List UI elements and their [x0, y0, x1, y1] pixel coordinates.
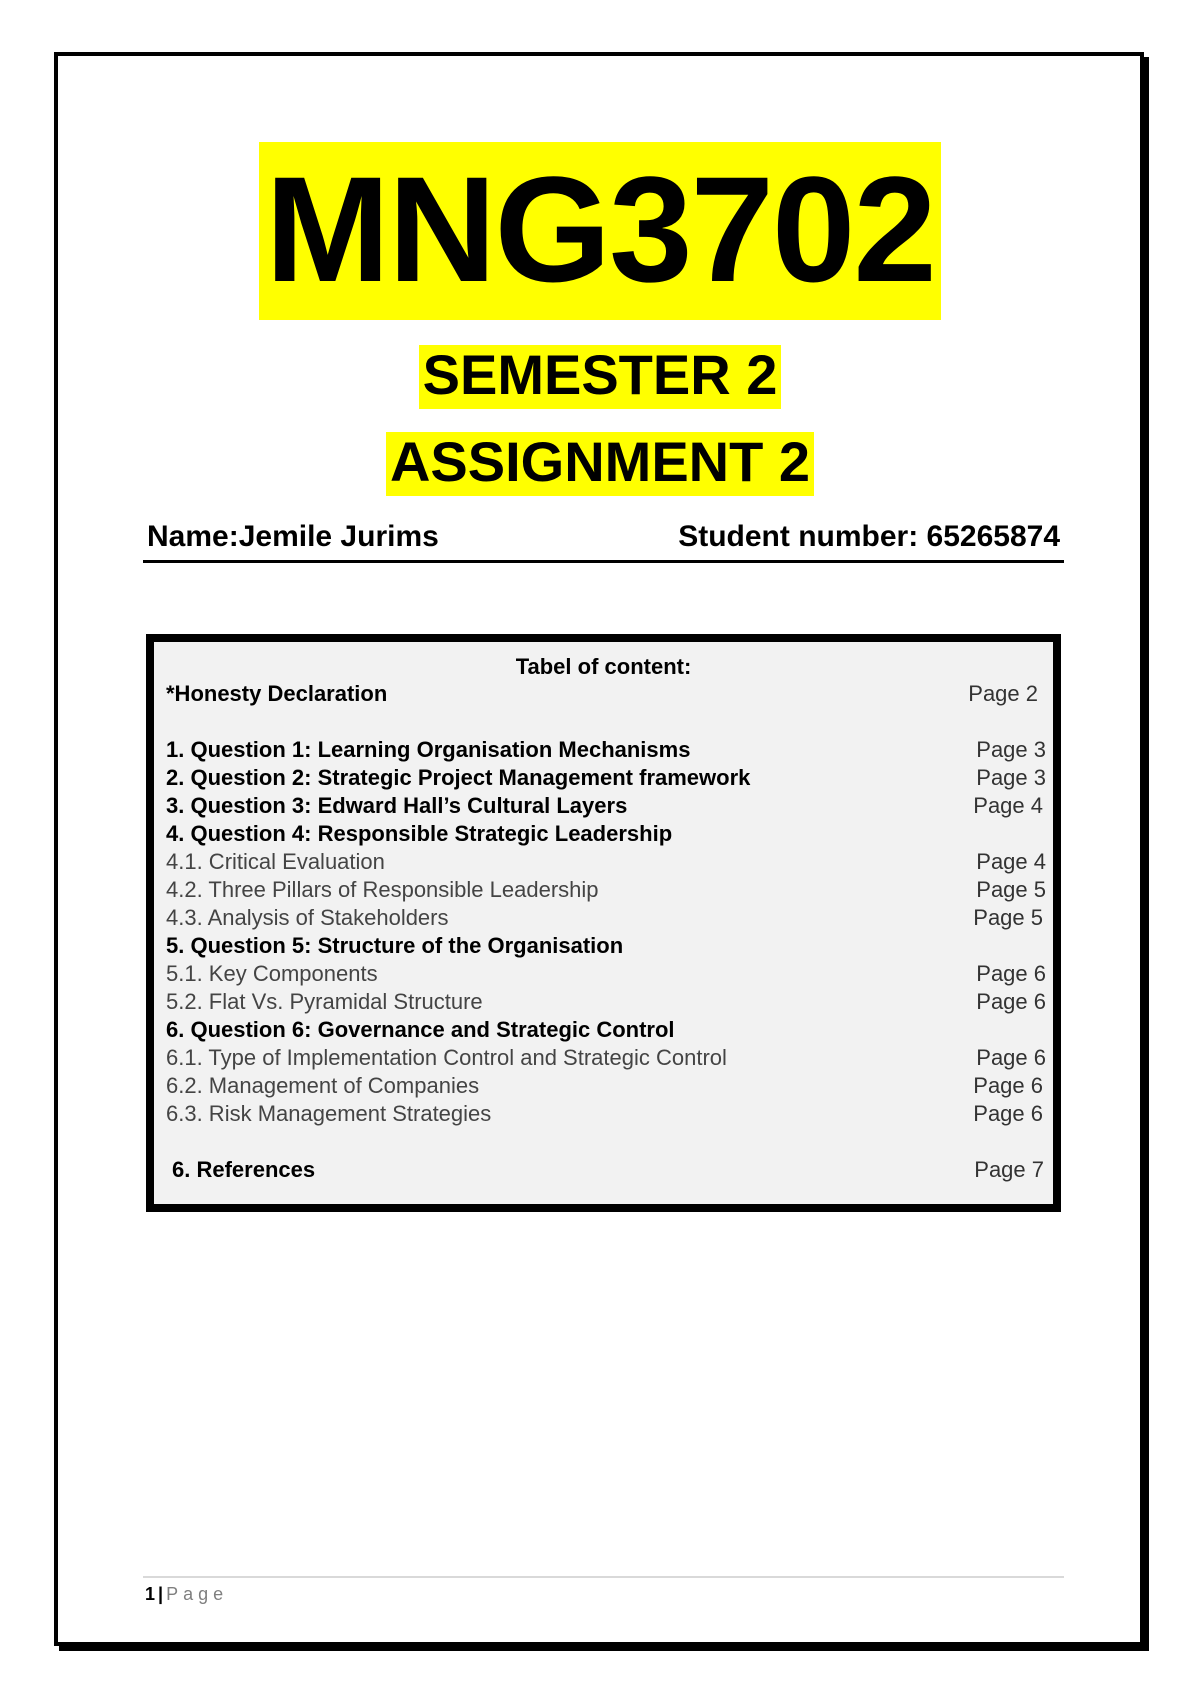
toc-entry-label: 6.3. Risk Management Strategies — [166, 1101, 492, 1126]
toc-entry-label: 5.2. Flat Vs. Pyramidal Structure — [166, 989, 483, 1014]
assignment-block — [0, 432, 1200, 496]
toc-entry-page: Page 5 — [976, 877, 1046, 902]
toc-entry-label: 4. Question 4: Responsible Strategic Leadership — [166, 821, 673, 846]
student-number: Student number: 65265874 — [678, 520, 1060, 553]
toc-entry-page: Page 2 — [968, 681, 1038, 706]
semester-title: SEMESTER 2 — [419, 345, 782, 409]
toc-entry-label: 1. Question 1: Learning Organisation Mechanisms — [166, 737, 691, 762]
toc-entry-label: 5.1. Key Components — [166, 961, 378, 986]
toc-entry-page: Page 4 — [973, 793, 1043, 818]
semester-block — [0, 345, 1200, 409]
toc-entry-5-1 — [166, 960, 1046, 988]
toc-entry-label: 6. References — [172, 1157, 316, 1182]
toc-entry-references — [172, 1156, 1044, 1184]
toc-entry-question-1 — [166, 736, 1046, 764]
page-footer — [145, 1584, 228, 1605]
toc-entry-question-3 — [166, 792, 1046, 820]
toc-entry-question-4 — [166, 820, 1046, 848]
toc-entry-question-5 — [166, 932, 1046, 960]
footer-divider — [143, 1576, 1064, 1578]
toc-entry-page: Page 6 — [973, 1073, 1043, 1098]
toc-entry-label: 4.2. Three Pillars of Responsible Leadership — [166, 877, 599, 902]
toc-entry-label: 4.1. Critical Evaluation — [166, 849, 385, 874]
course-code: MNG3702 — [259, 142, 941, 320]
toc-entry-page: Page 6 — [976, 961, 1046, 986]
toc-entry-page: Page 3 — [976, 765, 1046, 790]
toc-entry-label: 5. Question 5: Structure of the Organisation — [166, 933, 624, 958]
toc-entry-question-2 — [166, 764, 1046, 792]
toc-entry-4-3 — [166, 904, 1046, 932]
footer-page-word: Page — [166, 1584, 229, 1604]
toc-entry-page: Page 6 — [976, 1045, 1046, 1070]
footer-page-number: 1 — [145, 1584, 156, 1604]
table-of-contents — [146, 634, 1061, 1212]
toc-entry-5-2 — [166, 988, 1046, 1016]
toc-entry-6-3 — [166, 1100, 1046, 1128]
toc-entry-label: 6. Question 6: Governance and Strategic Control — [166, 1017, 675, 1042]
toc-entry-label: 6.1. Type of Implementation Control and Strategic Control — [166, 1045, 727, 1070]
toc-entry-4-2 — [166, 876, 1046, 904]
toc-entry-label: *Honesty Declaration — [166, 681, 388, 706]
toc-entry-page: Page 7 — [974, 1157, 1044, 1182]
toc-title: Tabel of content: — [515, 654, 692, 679]
footer-separator: | — [158, 1584, 164, 1604]
assignment-title: ASSIGNMENT 2 — [386, 432, 814, 496]
toc-entry-question-6 — [166, 1016, 1046, 1044]
toc-entry-label: 2. Question 2: Strategic Project Management framework — [166, 765, 751, 790]
student-info-line — [143, 516, 1064, 563]
toc-entry-4-1 — [166, 848, 1046, 876]
toc-entry-label: 4.3. Analysis of Stakeholders — [166, 905, 449, 930]
course-code-block — [0, 142, 1200, 320]
toc-entry-label: 3. Question 3: Edward Hall’s Cultural Layers — [166, 793, 628, 818]
toc-entry-6-1 — [166, 1044, 1046, 1072]
toc-entry-6-2 — [166, 1072, 1046, 1100]
toc-entry-page: Page 5 — [973, 905, 1043, 930]
toc-entry-honesty-declaration — [166, 680, 1046, 708]
toc-entry-page: Page 4 — [976, 849, 1046, 874]
toc-entry-page: Page 3 — [976, 737, 1046, 762]
student-name: Name:Jemile Jurims — [147, 520, 439, 553]
toc-entry-page: Page 6 — [976, 989, 1046, 1014]
toc-entry-page: Page 6 — [973, 1101, 1043, 1126]
toc-entry-label: 6.2. Management of Companies — [166, 1073, 480, 1098]
